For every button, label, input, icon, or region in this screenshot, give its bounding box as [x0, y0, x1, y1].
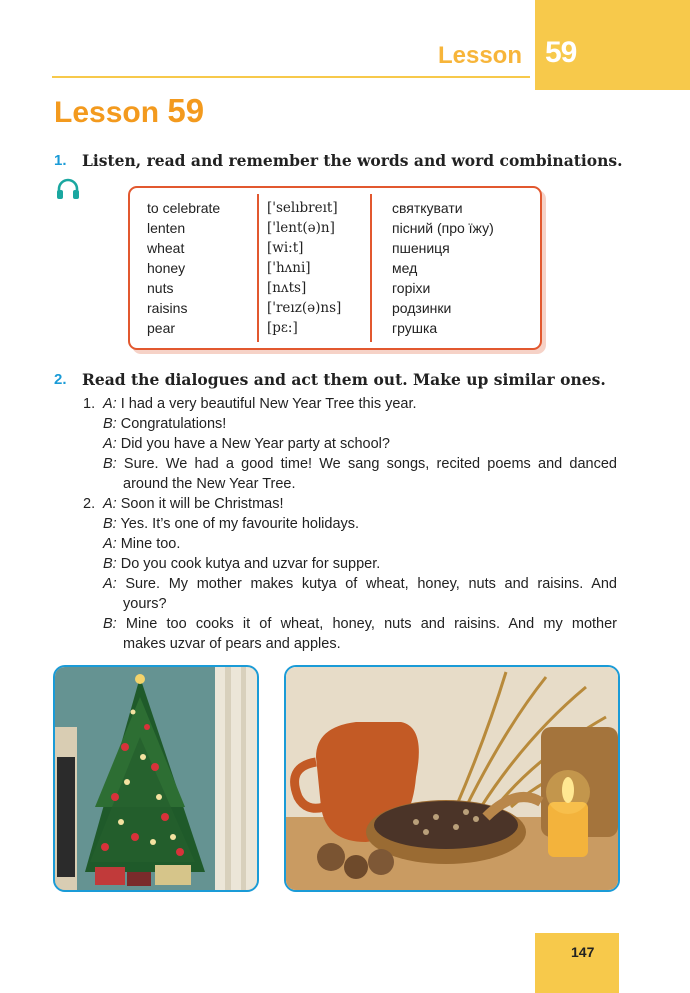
dialogue-text: Sure. My mother makes kutya of wheat, honey, nuts and raisins. And — [116, 576, 617, 592]
vocab-transcription: [pɛ:] — [267, 320, 298, 336]
vocab-transcription: ['selıbreıt] — [267, 200, 338, 216]
page-title — [54, 92, 204, 130]
vocab-transcription-column — [267, 198, 341, 338]
dialogue-line — [103, 554, 380, 574]
dialogue-text: Mine too. — [116, 536, 181, 552]
speaker-label: B: — [103, 616, 117, 632]
dialogue-1-number: 1. — [83, 396, 96, 412]
vocab-word: lenten — [147, 220, 186, 236]
vocab-divider — [370, 194, 372, 342]
dialogue-line — [103, 514, 359, 534]
dialogue-text: Do you cook kutya and uzvar for supper. — [116, 556, 381, 572]
vocab-word: pear — [147, 320, 176, 336]
kutya-still-life-illustration — [286, 667, 618, 890]
speaker-label: B: — [103, 416, 117, 432]
vocab-english-column — [147, 198, 220, 338]
dialogue-line — [103, 454, 617, 474]
dialogue-2-number: 2. — [83, 496, 96, 512]
dialogue-text: Mine too cooks it of wheat, honey, nuts and raisins. And my mother — [116, 616, 617, 632]
page-number: 147 — [571, 944, 595, 960]
dialogue-text: Congratulations! — [116, 416, 227, 432]
vocab-ukrainian-column — [392, 198, 494, 338]
vocab-translation: пшениця — [392, 240, 450, 256]
dialogue-text: around the New Year Tree. — [123, 476, 296, 492]
dialogue-line — [103, 494, 284, 514]
vocab-transcription: [nʌts] — [267, 280, 307, 296]
speaker-label: A: — [103, 576, 117, 592]
vocab-word: to celebrate — [147, 200, 221, 216]
vocab-word: nuts — [147, 280, 174, 296]
vocab-word: wheat — [147, 240, 185, 256]
headphones-icon[interactable] — [56, 178, 80, 200]
speaker-label: A: — [103, 396, 117, 412]
vocab-divider — [257, 194, 259, 342]
dialogue-line — [103, 534, 180, 554]
header-lesson-word: Lesson — [437, 42, 522, 69]
speaker-label: A: — [103, 496, 117, 512]
dialogue-line — [103, 574, 617, 594]
vocabulary-box — [128, 186, 542, 350]
vocab-translation: пісний (про їжу) — [392, 220, 494, 236]
vocab-transcription: [wi:t] — [267, 240, 304, 256]
vocab-translation: горіхи — [392, 280, 431, 296]
dialogue-text: I had a very beautiful New Year Tree this year. — [116, 396, 417, 412]
task-2-instruction: Read the dialogues and act them out. Make up similar ones. — [82, 370, 606, 389]
dialogue-text: Yes. It’s one of my favourite holidays. — [116, 516, 360, 532]
dialogue-line — [103, 614, 617, 634]
header-rule — [52, 76, 530, 78]
vocab-transcription: ['reız(ə)ns] — [267, 300, 342, 316]
task-1-number: 1. — [54, 152, 67, 169]
dialogue-text: Did you have a New Year party at school? — [116, 436, 390, 452]
vocab-word: raisins — [147, 300, 188, 316]
kutya-uzvar-photo — [284, 665, 620, 892]
vocab-word: honey — [147, 260, 186, 276]
page-title-number: 59 — [167, 92, 205, 129]
task-2-number: 2. — [54, 371, 67, 388]
page-number-tab — [535, 933, 619, 993]
vocab-transcription: ['hʌni] — [267, 260, 311, 276]
speaker-label: B: — [103, 556, 117, 572]
dialogue-line — [103, 414, 226, 434]
dialogue-text: Soon it will be Christmas! — [116, 496, 284, 512]
speaker-label: A: — [103, 536, 117, 552]
task-1-instruction: Listen, read and remember the words and word combinations. — [82, 151, 623, 170]
christmas-tree-photo — [53, 665, 259, 892]
dialogue-text: makes uzvar of pears and apples. — [123, 636, 341, 652]
vocab-translation: грушка — [392, 320, 438, 336]
speaker-label: A: — [103, 436, 117, 452]
header-lesson-number: 59 — [545, 36, 577, 69]
vocab-translation: мед — [392, 260, 418, 276]
vocab-translation: святкувати — [392, 200, 463, 216]
speaker-label: B: — [103, 516, 117, 532]
speaker-label: B: — [103, 456, 117, 472]
dialogue-text: yours? — [123, 596, 167, 612]
vocab-translation: родзинки — [392, 300, 452, 316]
dialogue-text: Sure. We had a good time! We sang songs, recited poems and danced — [116, 456, 617, 472]
christmas-tree-illustration — [55, 667, 257, 890]
dialogue-line — [103, 434, 390, 454]
vocab-transcription: ['lent(ə)n] — [267, 220, 335, 236]
dialogue-line — [103, 394, 417, 414]
page-title-word: Lesson — [54, 96, 160, 129]
